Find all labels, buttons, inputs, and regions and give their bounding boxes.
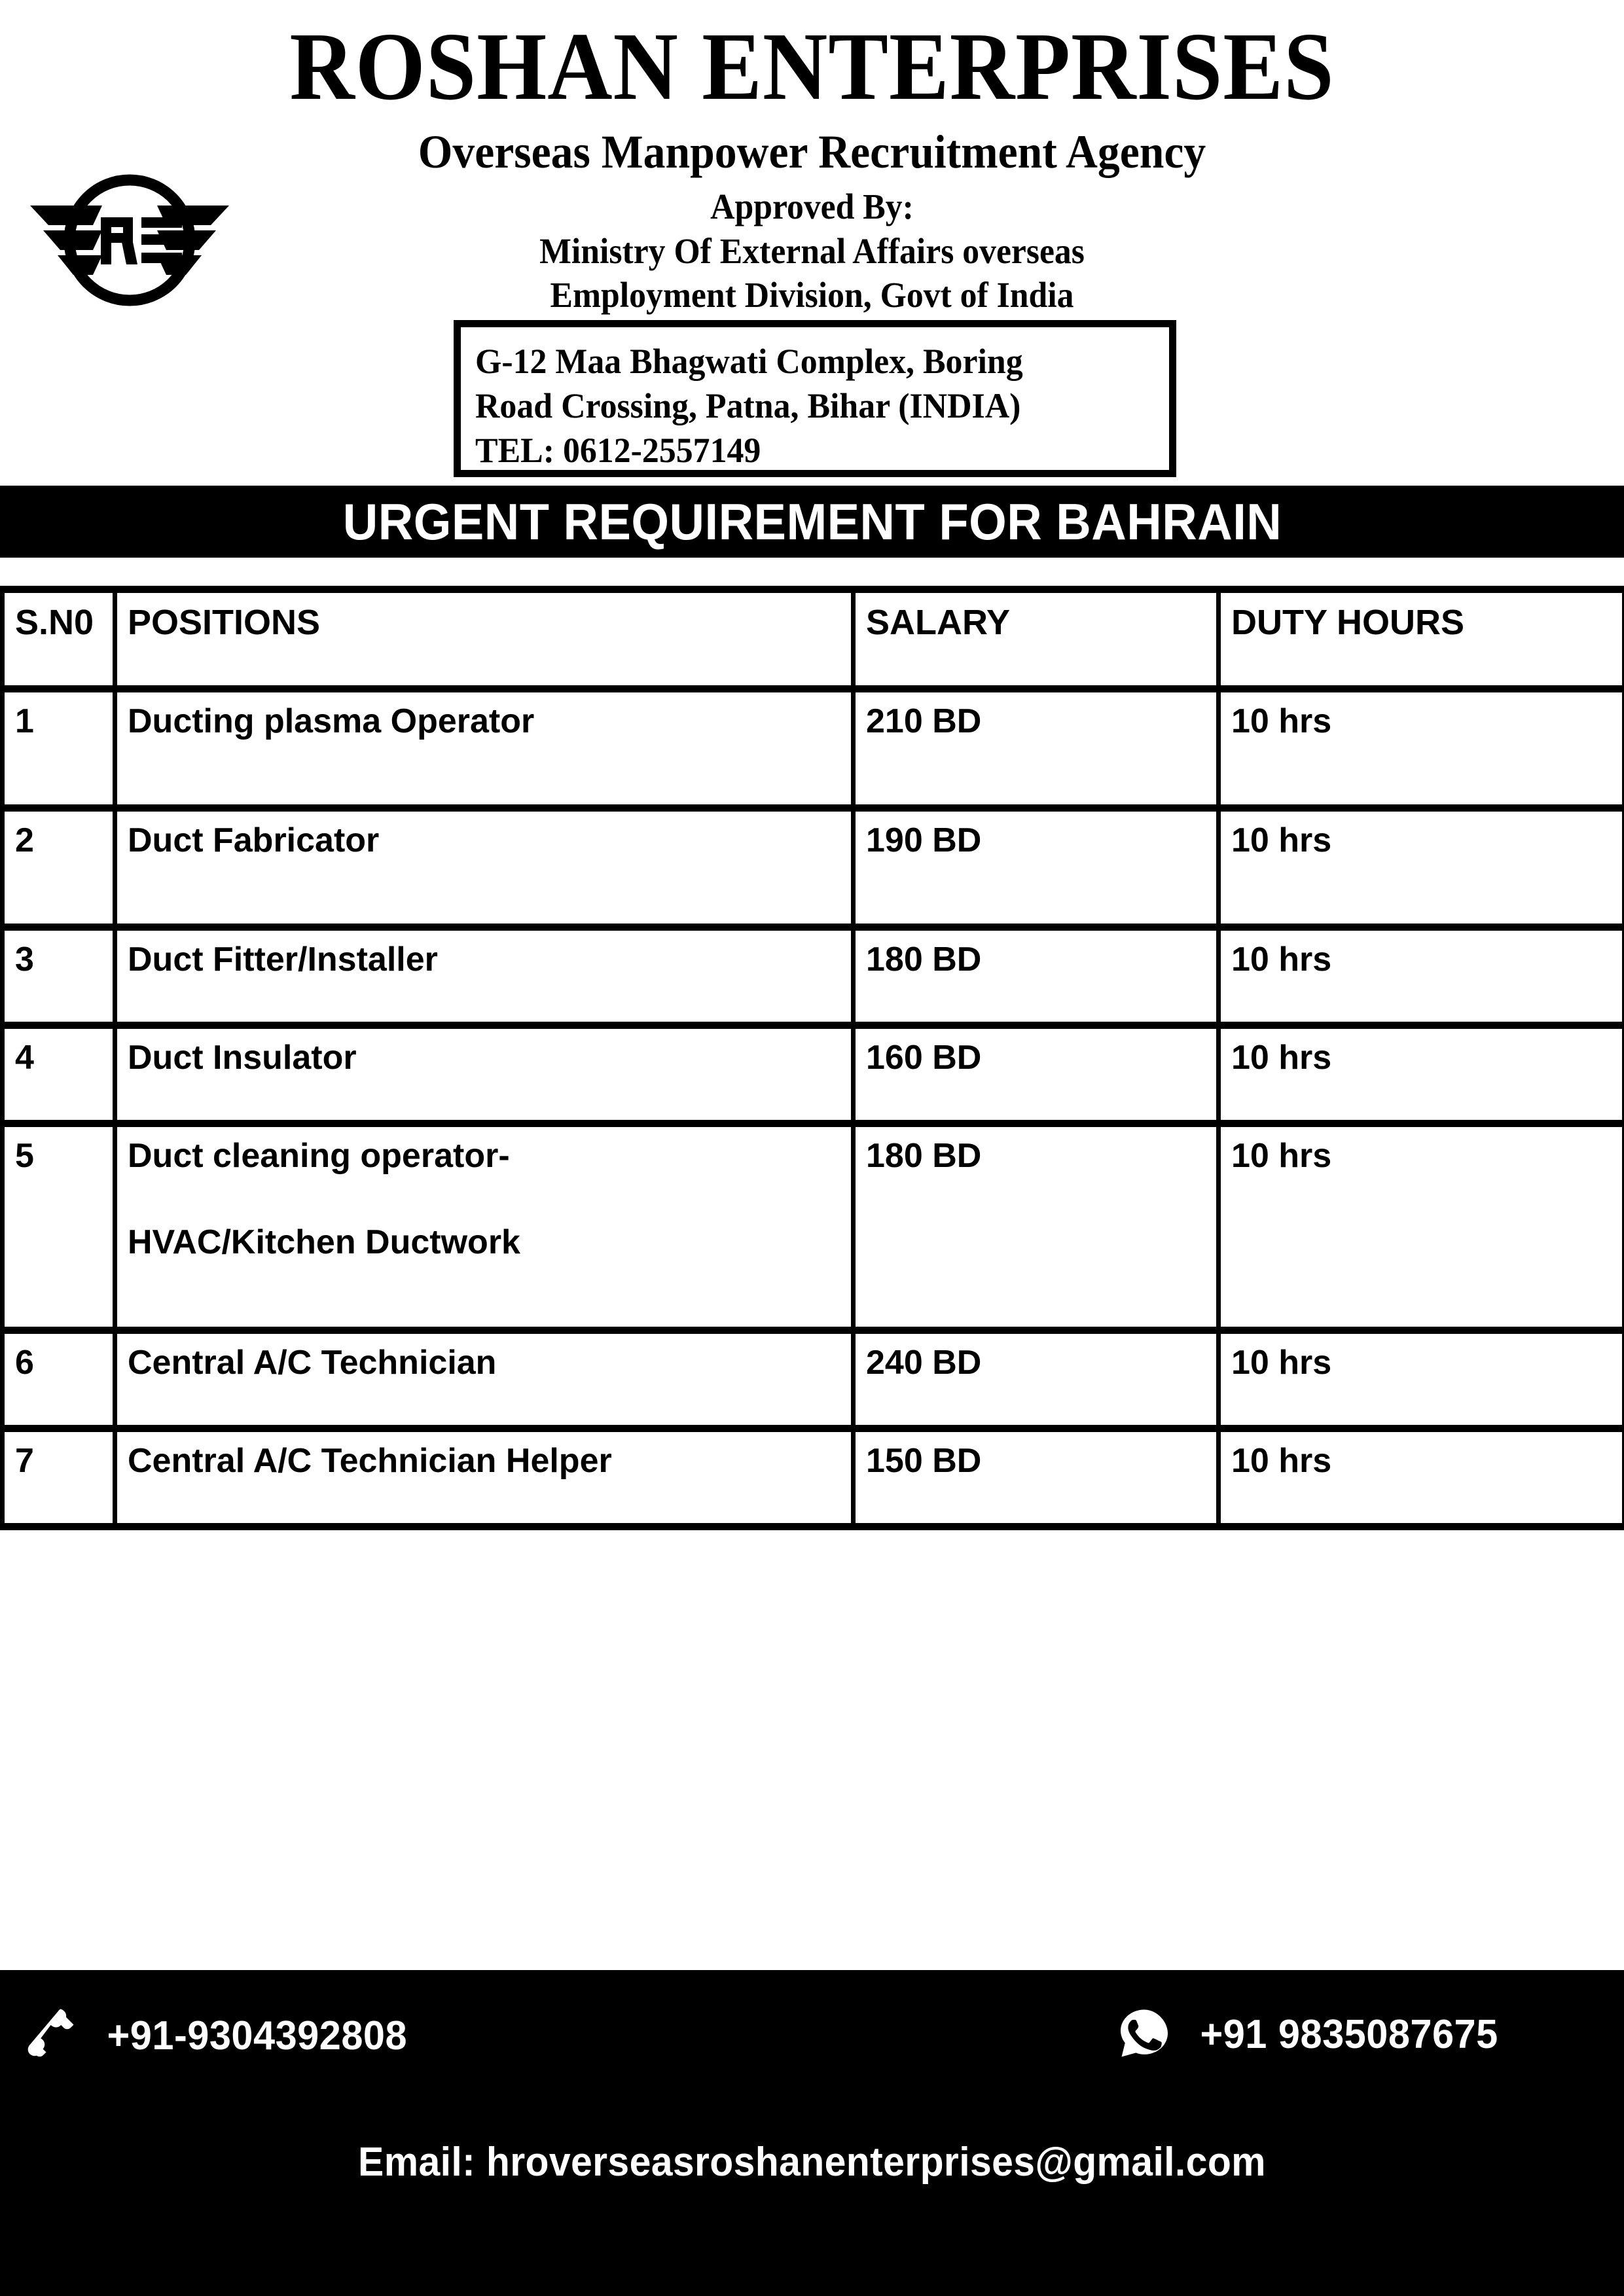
row-salary: 160 BD xyxy=(854,1026,1219,1124)
address-box xyxy=(454,320,1176,477)
row-sno: 5 xyxy=(3,1124,115,1331)
row-duty-hours: 10 hrs xyxy=(1219,808,1624,927)
company-logo xyxy=(25,165,234,315)
row-salary: 210 BD xyxy=(854,689,1219,808)
footer-email-bar xyxy=(0,2094,1624,2296)
row-sno: 6 xyxy=(3,1331,115,1429)
approved-by-block xyxy=(0,185,1624,317)
winged-circle-monogram-icon xyxy=(25,165,234,315)
phone-contact[interactable] xyxy=(20,2004,414,2067)
column-header-sno: S.N0 xyxy=(3,590,115,689)
row-position: Ducting plasma Operator xyxy=(115,689,854,808)
company-name: ROSHAN ENTERPRISES xyxy=(289,13,1335,120)
phone-handset-icon xyxy=(20,2004,82,2067)
row-position-line-2: HVAC/Kitchen Ductwork xyxy=(128,1223,520,1261)
table-row xyxy=(3,1429,1624,1527)
column-header-duty-hours: DUTY HOURS xyxy=(1219,590,1624,689)
row-position: Central A/C Technician Helper xyxy=(115,1429,854,1527)
row-position xyxy=(115,1124,854,1331)
table-row xyxy=(3,1124,1624,1331)
row-position: Central A/C Technician xyxy=(115,1331,854,1429)
row-sno: 4 xyxy=(3,1026,115,1124)
row-salary: 240 BD xyxy=(854,1331,1219,1429)
row-salary: 180 BD xyxy=(854,927,1219,1026)
row-position: Duct Insulator xyxy=(115,1026,854,1124)
whatsapp-icon xyxy=(1113,2003,1176,2066)
whatsapp-contact[interactable] xyxy=(1113,2003,1504,2066)
table-row xyxy=(3,689,1624,808)
approved-authority-line-2: Employment Division, Govt of India xyxy=(550,275,1074,315)
whatsapp-number: +91 9835087675 xyxy=(1200,2011,1498,2057)
column-header-salary: SALARY xyxy=(854,590,1219,689)
row-salary: 190 BD xyxy=(854,808,1219,927)
table-row xyxy=(3,927,1624,1026)
row-duty-hours: 10 hrs xyxy=(1219,1026,1624,1124)
row-sno: 7 xyxy=(3,1429,115,1527)
row-sno: 1 xyxy=(3,689,115,808)
approved-by-label: Approved By: xyxy=(710,187,914,226)
row-sno: 3 xyxy=(3,927,115,1026)
table-row xyxy=(3,1026,1624,1124)
company-subtitle: Overseas Manpower Recruitment Agency xyxy=(418,126,1206,178)
footer-contact-bar xyxy=(0,1970,1624,2094)
address-line-1: G-12 Maa Bhagwati Complex, Boring xyxy=(475,342,1023,381)
table-header-row xyxy=(3,590,1624,689)
row-position: Duct Fabricator xyxy=(115,808,854,927)
email-address[interactable]: Email: hroverseasroshanenterprises@gmail.com xyxy=(358,2140,1266,2185)
row-salary: 150 BD xyxy=(854,1429,1219,1527)
address-phone-line: TEL: 0612-2557149 xyxy=(475,431,761,471)
row-position-line-1: Duct cleaning operator- xyxy=(128,1137,510,1175)
row-salary: 180 BD xyxy=(854,1124,1219,1331)
table-row xyxy=(3,1331,1624,1429)
column-header-positions: POSITIONS xyxy=(115,590,854,689)
row-duty-hours: 10 hrs xyxy=(1219,1429,1624,1527)
address-line-2: Road Crossing, Patna, Bihar (INDIA) xyxy=(475,386,1021,426)
table-row xyxy=(3,808,1624,927)
approved-authority-line-1: Ministry Of External Affairs overseas xyxy=(539,230,1085,271)
banner-title: URGENT REQUIREMENT FOR BAHRAIN xyxy=(342,492,1282,550)
positions-table xyxy=(0,586,1624,1530)
row-duty-hours: 10 hrs xyxy=(1219,1124,1624,1331)
phone-number: +91-9304392808 xyxy=(107,2013,408,2058)
row-sno: 2 xyxy=(3,808,115,927)
row-duty-hours: 10 hrs xyxy=(1219,927,1624,1026)
row-duty-hours: 10 hrs xyxy=(1219,689,1624,808)
positions-table-wrapper xyxy=(0,586,1624,1530)
row-duty-hours: 10 hrs xyxy=(1219,1331,1624,1429)
urgent-requirement-banner xyxy=(0,486,1624,558)
letterhead-header xyxy=(0,0,1624,486)
row-position: Duct Fitter/Installer xyxy=(115,927,854,1026)
